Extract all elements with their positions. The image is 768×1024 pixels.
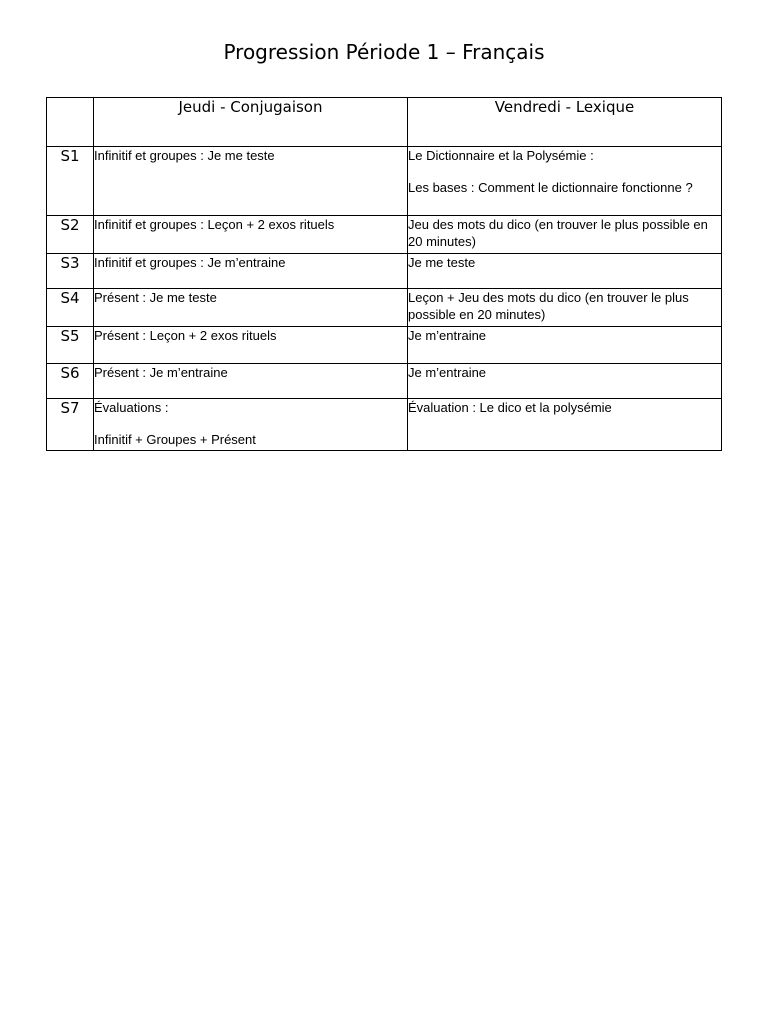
table-row [47,216,722,254]
cell-text: Présent : Je me teste [94,290,217,305]
vendredi-cell [408,147,722,216]
table-row [47,327,722,364]
week-label: S5 [47,327,94,364]
jeudi-cell [94,289,408,327]
table-row [47,254,722,289]
cell-text: Infinitif et groupes : Je m’entraine [94,255,286,270]
table-header-row [47,98,722,147]
cell-text: Je m’entraine [408,365,487,380]
cell-text: Je me teste [408,255,476,270]
cell-text: Évaluations : [94,400,169,415]
progression-table [46,97,722,451]
vendredi-cell [408,364,722,399]
week-label: S1 [47,147,94,216]
table-row [47,399,722,451]
cell-text: Le Dictionnaire et la Polysémie : [408,148,594,163]
week-label: S4 [47,289,94,327]
jeudi-cell [94,147,408,216]
cell-text: Présent : Je m’entraine [94,365,228,380]
jeudi-cell [94,399,408,451]
table-row [47,147,722,216]
table-row [47,289,722,327]
cell-text: Je m’entraine [408,328,487,343]
jeudi-cell [94,327,408,364]
cell-text: Infinitif et groupes : Je me teste [94,148,275,163]
header-vendredi: Vendredi - Lexique [408,98,722,147]
cell-text: Infinitif et groupes : Leçon + 2 exos rituels [94,217,335,232]
week-label: S6 [47,364,94,399]
header-jeudi: Jeudi - Conjugaison [94,98,408,147]
header-week [47,98,94,147]
cell-text: Les bases : Comment le dictionnaire fonctionne ? [408,180,693,195]
week-label: S2 [47,216,94,254]
jeudi-cell [94,364,408,399]
table-row [47,364,722,399]
page-title: Progression Période 1 – Français [223,40,545,64]
vendredi-cell [408,216,722,254]
cell-text: Infinitif + Groupes + Présent [94,432,256,447]
vendredi-cell [408,289,722,327]
cell-text: Présent : Leçon + 2 exos rituels [94,328,277,343]
week-label: S7 [47,399,94,451]
jeudi-cell [94,216,408,254]
cell-text: Leçon + Jeu des mots du dico (en trouver le plus possible en 20 minutes) [408,290,689,322]
cell-text: Jeu des mots du dico (en trouver le plus possible en 20 minutes) [408,217,708,249]
vendredi-cell [408,327,722,364]
vendredi-cell [408,399,722,451]
week-label: S3 [47,254,94,289]
jeudi-cell [94,254,408,289]
vendredi-cell [408,254,722,289]
cell-text: Évaluation : Le dico et la polysémie [408,400,612,415]
